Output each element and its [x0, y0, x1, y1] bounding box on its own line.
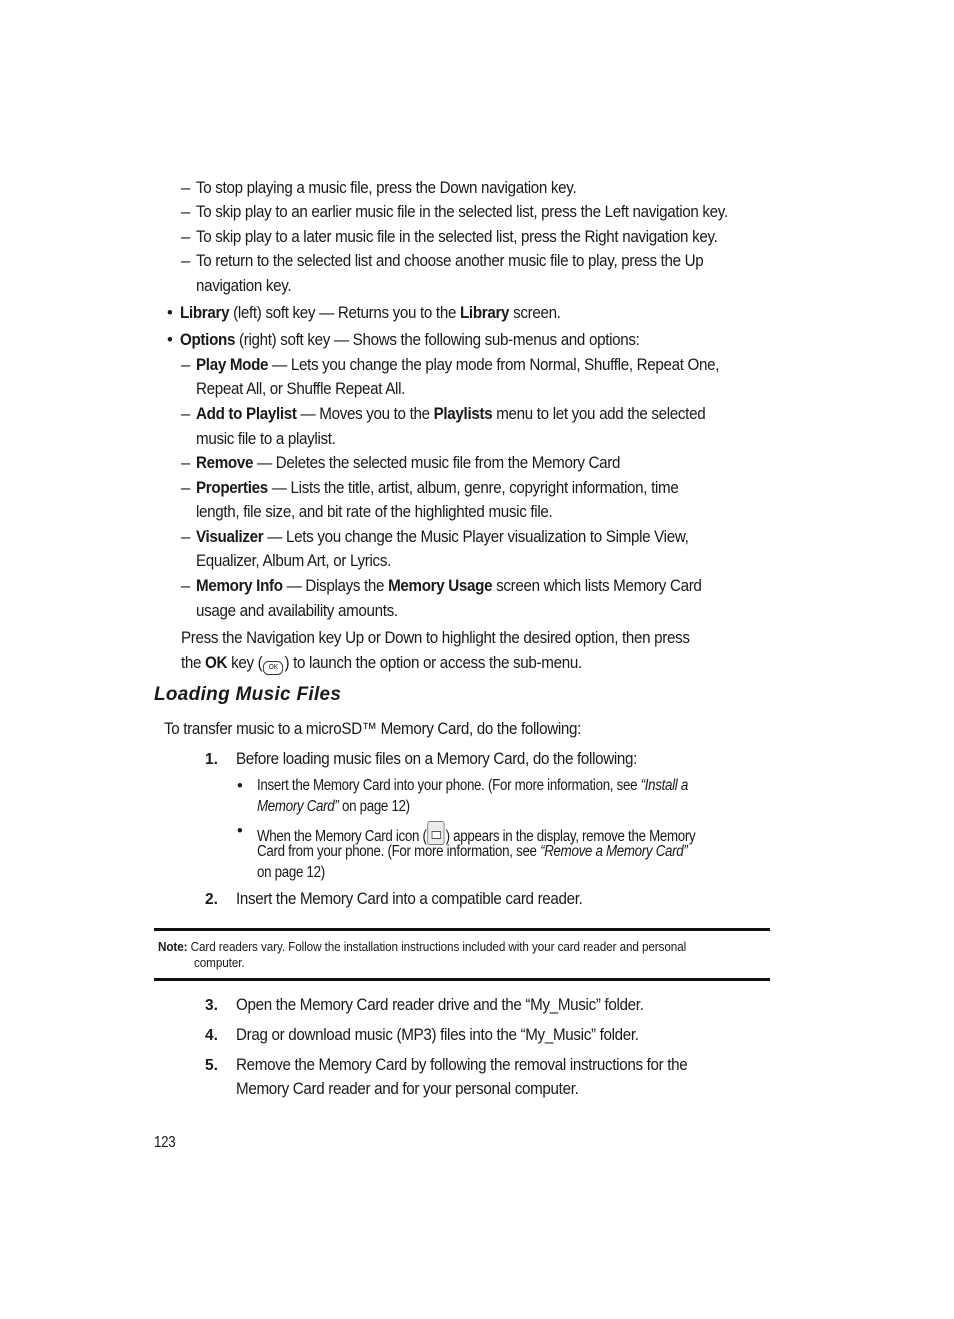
- bullet-marker: •: [167, 331, 173, 349]
- note-top-rule: [154, 928, 770, 931]
- option-add-to-playlist: Add to Playlist — Moves you to the Playlists menu to let you add the selected: [196, 405, 706, 423]
- ok-key-icon: OK: [263, 661, 283, 675]
- step-5-text: Remove the Memory Card by following the removal instructions for the: [236, 1056, 688, 1074]
- dash-marker: –: [181, 356, 191, 374]
- option-visualizer: Visualizer — Lets you change the Music Player visualization to Simple View,: [196, 528, 689, 546]
- step-number: 1.: [205, 751, 218, 768]
- step1-bullet-icon: When the Memory Card icon ( ) appears in the display, remove the Memory: [257, 821, 695, 846]
- dash-marker: –: [181, 454, 191, 472]
- option-properties: Properties — Lists the title, artist, album, genre, copyright information, time: [196, 479, 679, 497]
- step1-bullet-icon-cont2: on page 12): [257, 864, 325, 881]
- note-bottom-rule: [154, 978, 770, 981]
- step-2-text: Insert the Memory Card into a compatible card reader.: [236, 890, 583, 908]
- step1-bullet-insert: Insert the Memory Card into your phone. (For more information, see “Install a: [257, 777, 688, 794]
- library-bullet: Library (left) soft key — Returns you to the Library screen.: [180, 304, 561, 322]
- dash-marker: –: [181, 179, 191, 197]
- option-add-to-playlist-cont: music file to a playlist.: [196, 430, 336, 448]
- sub-bullet-skip-earlier: To skip play to an earlier music file in the selected list, press the Left navigation key.: [196, 203, 728, 221]
- dash-marker: –: [181, 479, 191, 497]
- sub-bullet-return: To return to the selected list and choose another music file to play, press the Up: [196, 252, 704, 270]
- bullet-marker: •: [237, 777, 243, 795]
- dash-marker: –: [181, 577, 191, 595]
- step-number: 3.: [205, 997, 218, 1014]
- step-number: 5.: [205, 1057, 218, 1074]
- step-5-text-cont: Memory Card reader and for your personal computer.: [236, 1080, 579, 1098]
- option-play-mode-cont: Repeat All, or Shuffle Repeat All.: [196, 380, 406, 398]
- dash-marker: –: [181, 528, 191, 546]
- bullet-marker: •: [167, 304, 173, 322]
- dash-marker: –: [181, 203, 191, 221]
- page-number: 123: [154, 1134, 176, 1151]
- note-line1: Note: Card readers vary. Follow the installation instructions included with your card reader and personal: [158, 939, 687, 954]
- option-play-mode: Play Mode — Lets you change the play mode from Normal, Shuffle, Repeat One,: [196, 356, 720, 374]
- option-properties-cont: length, file size, and bit rate of the highlighted music file.: [196, 503, 553, 521]
- note-label: Note:: [158, 939, 188, 954]
- step-3-text: Open the Memory Card reader drive and the “My_Music” folder.: [236, 996, 644, 1014]
- library-screen-term: Library: [459, 304, 510, 322]
- option-remove: Remove — Deletes the selected music file from the Memory Card: [196, 454, 621, 472]
- step-1-text: Before loading music files on a Memory Card, do the following:: [236, 750, 638, 768]
- step-number: 2.: [205, 891, 218, 908]
- option-memory-info: Memory Info — Displays the Memory Usage screen which lists Memory Card: [196, 577, 702, 595]
- press-paragraph-line2: the OK key ( OK ) to launch the option or access the sub-menu.: [181, 654, 582, 675]
- options-term: Options: [180, 331, 236, 349]
- section-heading: Loading Music Files: [154, 684, 342, 705]
- sub-bullet-stop: To stop playing a music file, press the Down navigation key.: [196, 179, 577, 197]
- step-number: 4.: [205, 1027, 218, 1044]
- library-term: Library: [180, 304, 230, 322]
- option-memory-info-cont: usage and availability amounts.: [196, 602, 398, 620]
- note-line2: computer.: [194, 955, 245, 970]
- option-visualizer-cont: Equalizer, Album Art, or Lyrics.: [196, 552, 391, 570]
- dash-marker: –: [181, 252, 191, 270]
- press-paragraph-line1: Press the Navigation key Up or Down to highlight the desired option, then press: [181, 629, 690, 647]
- sub-bullet-skip-later: To skip play to a later music file in the selected list, press the Right navigation key.: [196, 228, 718, 246]
- step-4-text: Drag or download music (MP3) files into the “My_Music” folder.: [236, 1026, 639, 1044]
- step1-bullet-icon-cont: Card from your phone. (For more information, see “Remove a Memory Card”: [257, 843, 688, 860]
- dash-marker: –: [181, 228, 191, 246]
- memory-card-icon: [428, 821, 445, 845]
- intro-text: To transfer music to a microSD™ Memory Card, do the following:: [164, 720, 582, 738]
- options-bullet: Options (right) soft key — Shows the following sub-menus and options:: [180, 331, 640, 349]
- sub-bullet-return-cont: navigation key.: [196, 277, 292, 295]
- dash-marker: –: [181, 405, 191, 423]
- step1-bullet-insert-cont: Memory Card” on page 12): [257, 798, 410, 815]
- bullet-marker: •: [237, 822, 243, 840]
